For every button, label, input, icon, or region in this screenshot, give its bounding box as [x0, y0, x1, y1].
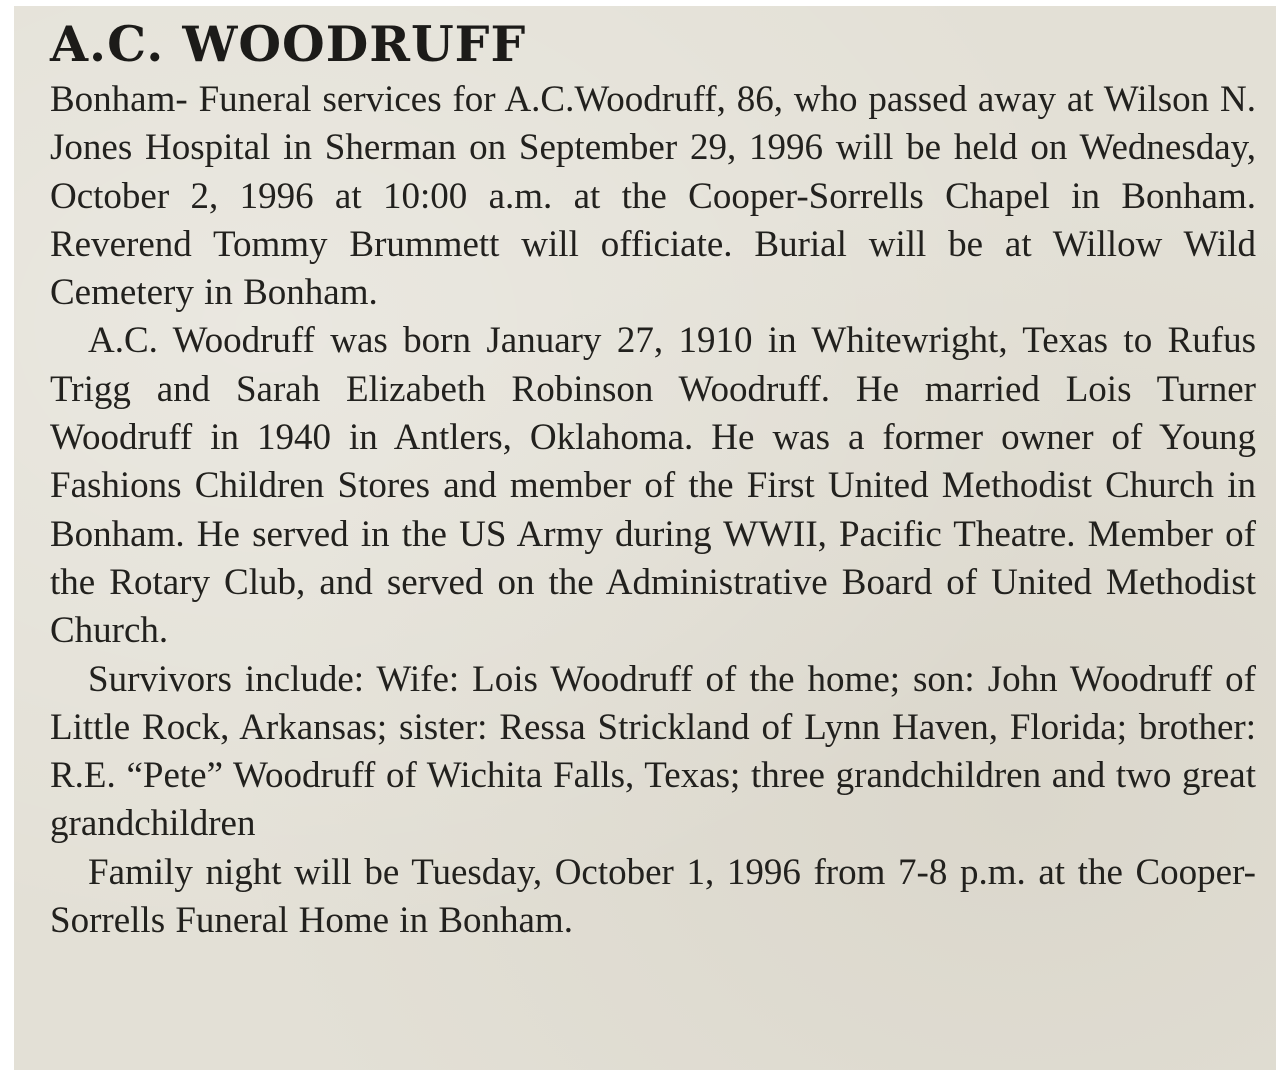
biography-paragraph: A.C. Woodruff was born January 27, 1910 in Whitewright, Texas to Rufus Trigg and Sarah Elizabeth Robinson Woodruff. He married Lois Turner Woodruff in 1940 in Antlers, Oklahoma. He was a former owner of Young Fashions Children Stores and member of the First United Methodist Church in Bonham. He served in the US Army during WWII, Pacific Theatre. Member of the Rotary Club, and served on the Administrative Board of United Methodist Church. [50, 320, 1256, 652]
family-night-paragraph: Family night will be Tuesday, October 1, 1996 from 7-8 p.m. at the Cooper-Sorrells Funeral Home in Bonham. [50, 851, 1256, 942]
obituary-body [50, 76, 1256, 945]
obituary-headline: A.C. WOODRUFF [50, 15, 527, 73]
funeral-services-paragraph: Bonham- Funeral services for A.C.Woodruff, 86, who passed away at Wilson N. Jones Hospital in Sherman on September 29, 1996 will be held on Wednesday, October 2, 1996 at 10:00 a.m. at the Cooper-Sorrells Chapel in Bonham. Reverend Tommy Brummett will officiate. Burial will be at Willow Wild Cemetery in Bonham. [50, 79, 1256, 314]
obituary-clipping [14, 6, 1276, 1070]
survivors-paragraph: Survivors include: Wife: Lois Woodruff of the home; son: John Woodruff of Little Rock, Arkansas; sister: Ressa Strickland of Lynn Haven, Florida; brother: R.E. “Pete” Woodruff of Wichita Falls, Texas; three grandchildren and two great grandchildren [50, 658, 1256, 845]
